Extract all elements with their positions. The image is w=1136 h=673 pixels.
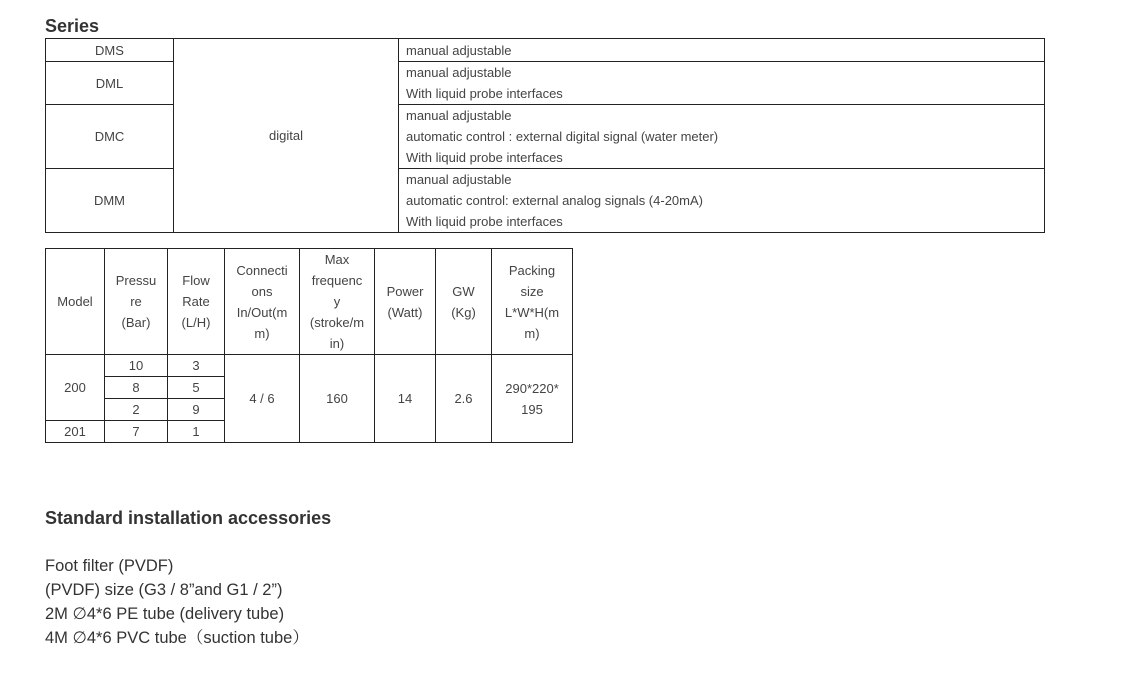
table-header-row [46, 249, 573, 355]
packing-line: 290*220* [505, 380, 559, 396]
table-row [46, 355, 573, 377]
feature-line: manual adjustable [406, 172, 512, 187]
table-row [46, 39, 1045, 62]
flow-cell: 1 [168, 421, 225, 443]
control-type-cell: digital [174, 39, 399, 233]
series-title: Series [45, 16, 100, 36]
list-item: (PVDF) size (G3 / 8”and G1 / 2”) [45, 581, 283, 599]
header-line: (Bar) [121, 315, 151, 330]
header-flow [168, 249, 225, 355]
series-features-dms [399, 39, 1045, 62]
series-model-dmm: DMM [46, 169, 174, 233]
header-line: frequenc [311, 273, 363, 288]
list-item: 4M ∅4*6 PVC tube（suction tube） [45, 629, 309, 647]
header-line: Max [324, 252, 350, 267]
feature-line: With liquid probe interfaces [406, 150, 563, 165]
header-packing [492, 249, 573, 355]
series-features-dml [399, 62, 1045, 105]
flow-cell: 3 [168, 355, 225, 377]
header-line: In/Out(m [236, 304, 288, 320]
series-model-dms: DMS [46, 39, 174, 62]
series-model-dml: DML [46, 62, 174, 105]
feature-line: With liquid probe interfaces [406, 86, 563, 101]
accessories-title: Standard installation accessories [45, 508, 332, 528]
header-line: Flow [182, 273, 210, 288]
header-pressure [105, 249, 168, 355]
header-line: GW [452, 283, 475, 299]
header-line: y [333, 294, 341, 309]
header-line: in) [329, 336, 345, 351]
feature-line: automatic control: external analog signals (4-20mA) [406, 193, 703, 208]
header-line: Pressu [115, 273, 157, 288]
header-line: size [520, 283, 544, 299]
connections-cell: 4 / 6 [225, 355, 300, 443]
header-line: Model [57, 294, 93, 309]
feature-line: manual adjustable [406, 65, 512, 80]
header-gw [436, 249, 492, 355]
pressure-cell: 7 [105, 421, 168, 443]
pressure-cell: 10 [105, 355, 168, 377]
feature-line: automatic control : external digital signal (water meter) [406, 129, 719, 144]
series-table [45, 38, 1045, 233]
pressure-cell: 2 [105, 399, 168, 421]
list-item: 2M ∅4*6 PE tube (delivery tube) [45, 605, 285, 623]
power-cell: 14 [375, 355, 436, 443]
feature-line: manual adjustable [406, 108, 512, 123]
spec-table [45, 248, 573, 443]
pressure-cell: 8 [105, 377, 168, 399]
header-line: (Watt) [387, 304, 423, 320]
header-line: m) [254, 325, 270, 341]
feature-line: manual adjustable [406, 42, 512, 58]
header-model [46, 249, 105, 355]
header-line: m) [524, 325, 540, 341]
header-line: (stroke/m [309, 315, 365, 330]
packing-line: 195 [521, 401, 543, 417]
header-line: Connecti [236, 262, 288, 278]
flow-cell: 9 [168, 399, 225, 421]
header-line: ons [251, 283, 273, 299]
series-features-dmc [399, 105, 1045, 169]
header-line: Rate [182, 294, 210, 309]
header-line: Power [386, 283, 424, 299]
list-item: Foot filter (PVDF) [45, 557, 174, 575]
gw-cell: 2.6 [436, 355, 492, 443]
header-line: re [130, 294, 142, 309]
header-frequency [300, 249, 375, 355]
header-connections [225, 249, 300, 355]
accessories-list [45, 554, 309, 650]
model-cell-200: 200 [46, 355, 105, 421]
frequency-cell: 160 [300, 355, 375, 443]
feature-line: With liquid probe interfaces [406, 214, 563, 229]
flow-cell: 5 [168, 377, 225, 399]
header-power [375, 249, 436, 355]
header-line: L*W*H(m [504, 304, 560, 320]
series-model-dmc: DMC [46, 105, 174, 169]
packing-cell [492, 355, 573, 443]
header-line: (L/H) [181, 315, 211, 330]
model-cell-201: 201 [46, 421, 105, 443]
header-line: (Kg) [451, 304, 476, 320]
header-line: Packing [508, 262, 556, 278]
series-features-dmm [399, 169, 1045, 233]
